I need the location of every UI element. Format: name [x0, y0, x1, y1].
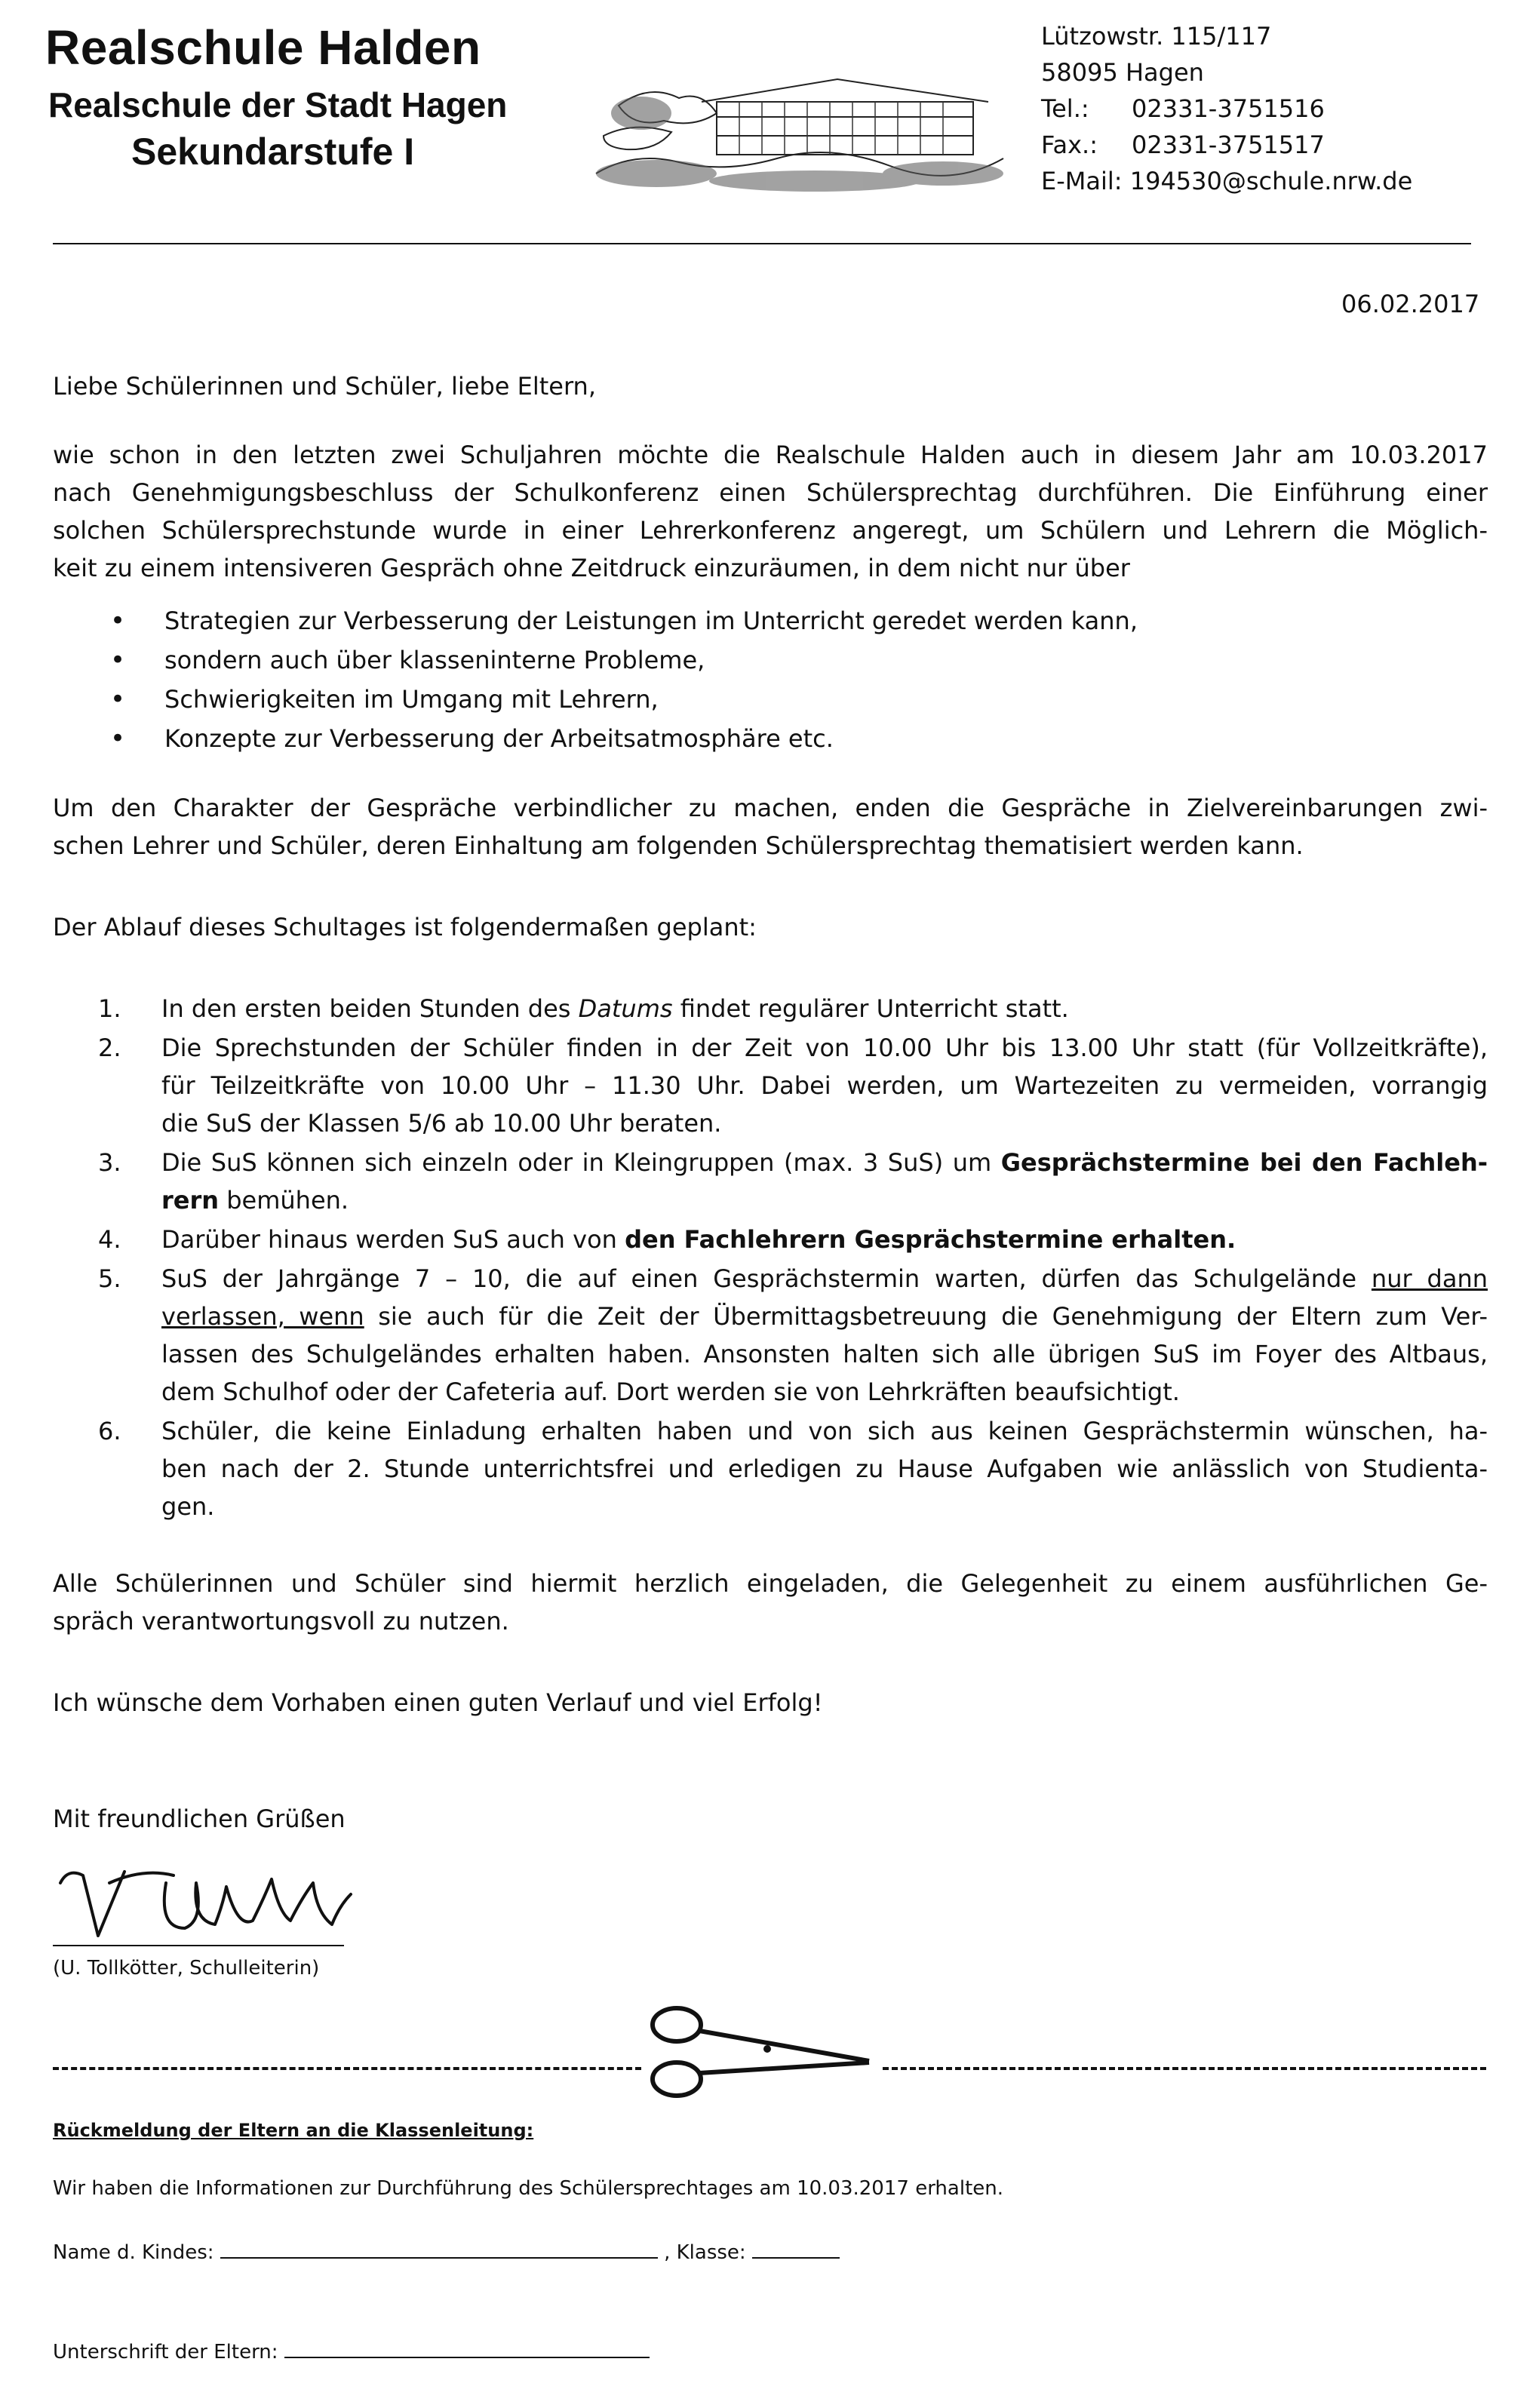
- intro-line: wie schon in den letzten zwei Schuljahren möchte die Realschule Halden auch in diesem Jahr am 10.03.2017: [53, 441, 1488, 469]
- intro-paragraph: [53, 436, 1488, 587]
- item-line: gen.: [161, 1492, 215, 1521]
- character-line: schen Lehrer und Schüler, deren Einhaltung am folgenden Schülersprechtag thematisiert werden kann.: [53, 831, 1304, 860]
- fax-label: Fax.:: [1041, 131, 1098, 159]
- letter-date: 06.02.2017: [1341, 290, 1480, 318]
- schedule-intro: Der Ablauf dieses Schultages ist folgendermaßen geplant:: [53, 913, 757, 941]
- schedule-item-2: [98, 1029, 1488, 1142]
- parent-signature-row: [53, 2337, 650, 2363]
- closing-line: Alle Schülerinnen und Schüler sind hiermit herzlich eingeladen, die Gelegenheit zu einem ausführlichen Ge-: [53, 1569, 1488, 1598]
- item-line: Die Sprechstunden der Schüler finden in der Zeit von 10.00 Uhr bis 13.00 Uhr statt (für Vollzeitkräfte),: [161, 1034, 1488, 1062]
- item-number: 5.: [98, 1264, 121, 1293]
- bullet-item: • Schwierigkeiten im Umgang mit Lehrern,: [106, 680, 1138, 719]
- schedule-item-6: [98, 1412, 1488, 1525]
- scissors-icon: [643, 1995, 892, 2108]
- closing-line: spräch verantwortungsvoll zu nutzen.: [53, 1607, 509, 1636]
- child-name-field[interactable]: [220, 2238, 658, 2259]
- item-bold: den Fachlehrern Gesprächstermine erhalten.: [625, 1225, 1236, 1254]
- item-emphasis: Datums: [578, 994, 673, 1023]
- intro-line: solchen Schülersprechstunde wurde in einer Lehrerkonferenz angeregt, um Schülern und Lehrern die Möglich-: [53, 516, 1488, 545]
- cut-line-left: [53, 2067, 641, 2070]
- fax-value: 02331-3751517: [1132, 131, 1325, 159]
- item-text: SuS der Jahrgänge 7 – 10, die auf einen Gesprächstermin warten, dürfen das Schulgelände: [161, 1264, 1372, 1293]
- schedule-item-5: [98, 1260, 1488, 1411]
- email-line: E-Mail: 194530@schule.nrw.de: [1041, 167, 1413, 195]
- character-paragraph: [53, 789, 1488, 865]
- parent-signature-label: Unterschrift der Eltern:: [53, 2341, 278, 2363]
- item-line: ben nach der 2. Stunde unterrichtsfrei und erledigen zu Hause Aufgaben wie anlässlich von Studienta-: [161, 1454, 1488, 1483]
- address-city: 58095 Hagen: [1041, 58, 1204, 87]
- schedule-list: [98, 990, 1488, 1525]
- item-line: für Teilzeitkräfte von 10.00 Uhr – 11.30 Uhr. Dabei werden, um Wartezeiten zu vermeiden, vorrangig: [161, 1071, 1488, 1100]
- item-line: [161, 990, 1488, 1027]
- fax-line: [1041, 127, 1325, 163]
- item-line: Schüler, die keine Einladung erhalten haben und von sich aus keinen Gesprächstermin wünschen, ha-: [161, 1417, 1488, 1445]
- child-name-label: Name d. Kindes:: [53, 2241, 214, 2264]
- bullet-item: • Konzepte zur Verbesserung der Arbeitsatmosphäre etc.: [106, 719, 1138, 758]
- item-underlined: verlassen, wenn: [161, 1302, 364, 1331]
- schedule-item-3: [98, 1144, 1488, 1219]
- item-text: In den ersten beiden Stunden des: [161, 994, 579, 1023]
- item-line: die SuS der Klassen 5/6 ab 10.00 Uhr beraten.: [161, 1109, 722, 1138]
- item-number: 4.: [98, 1225, 121, 1254]
- item-text: bemühen.: [219, 1186, 349, 1215]
- reply-form-title: Rückmeldung der Eltern an die Klassenleitung:: [53, 2120, 534, 2141]
- item-number: 2.: [98, 1034, 121, 1062]
- item-underlined: nur dann: [1371, 1264, 1488, 1293]
- header-divider: [53, 243, 1471, 244]
- class-label: , Klasse:: [664, 2241, 746, 2264]
- signatory-name: (U. Tollkötter, Schulleiterin): [53, 1957, 320, 1980]
- signature-rule: [53, 1945, 344, 1946]
- class-field[interactable]: [752, 2238, 840, 2259]
- item-line: [161, 1181, 1488, 1219]
- character-line: Um den Charakter der Gespräche verbindlicher zu machen, enden die Gespräche in Zielvereinbarungen zwi-: [53, 794, 1488, 822]
- salutation: Liebe Schülerinnen und Schüler, liebe Eltern,: [53, 372, 596, 401]
- item-line: dem Schulhof oder der Cafeteria auf. Dort werden sie von Lehrkräften beaufsichtigt.: [161, 1378, 1180, 1406]
- parent-signature-field[interactable]: [284, 2337, 650, 2358]
- cut-line-right: [883, 2067, 1486, 2070]
- item-text: sie auch für die Zeit der Übermittagsbetreuung die Genehmigung der Eltern zum Ver-: [364, 1302, 1488, 1331]
- topics-bullet-list: [106, 601, 1138, 758]
- intro-line: nach Genehmigungsbeschluss der Schulkonferenz einen Schülersprechtag durchführen. Die Einführung einer: [53, 478, 1488, 507]
- child-class-row: [53, 2238, 840, 2264]
- schedule-item-1: [98, 990, 1488, 1027]
- item-text: Darüber hinaus werden SuS auch von: [161, 1225, 625, 1254]
- item-line: [161, 1221, 1488, 1258]
- schedule-item-4: [98, 1221, 1488, 1258]
- wish-line: Ich wünsche dem Vorhaben einen guten Verlauf und viel Erfolg!: [53, 1688, 823, 1717]
- item-bold: rern: [161, 1186, 220, 1215]
- greeting: Mit freundlichen Grüßen: [53, 1804, 346, 1833]
- address-street: Lützowstr. 115/117: [1041, 22, 1272, 51]
- school-subtitle-level: Sekundarstufe I: [131, 131, 415, 173]
- item-line: [161, 1144, 1488, 1181]
- closing-paragraph: [53, 1565, 1488, 1640]
- phone-value: 02331-3751516: [1132, 94, 1325, 123]
- item-number: 1.: [98, 994, 121, 1023]
- item-line: lassen des Schulgeländes erhalten haben. Ansonsten halten sich alle übrigen SuS im Foyer des Altbaus,: [161, 1340, 1488, 1368]
- item-number: 6.: [98, 1417, 121, 1445]
- item-bold: Gesprächstermine bei den Fachleh-: [1000, 1148, 1488, 1177]
- item-line: [161, 1298, 1488, 1335]
- item-text: Die SuS können sich einzeln oder in Kleingruppen (max. 3 SuS) um: [161, 1148, 1001, 1177]
- handwritten-signature: [53, 1853, 355, 1943]
- school-name: Realschule Halden: [45, 20, 481, 75]
- intro-line: keit zu einem intensiveren Gespräch ohne Zeitdruck einzuräumen, in dem nicht nur über: [53, 554, 1130, 582]
- school-subtitle-city: Realschule der Stadt Hagen: [48, 85, 508, 124]
- item-line: [161, 1260, 1488, 1298]
- bullet-item: • Strategien zur Verbesserung der Leistungen im Unterricht geredet werden kann,: [106, 601, 1138, 640]
- phone-line: [1041, 91, 1325, 127]
- phone-label: Tel.:: [1041, 94, 1089, 123]
- bullet-item: • sondern auch über klasseninterne Probleme,: [106, 640, 1138, 680]
- school-building-photo: [588, 60, 1011, 204]
- reply-form-statement: Wir haben die Informationen zur Durchführung des Schülersprechtages am 10.03.2017 erhalten.: [53, 2177, 1003, 2200]
- item-number: 3.: [98, 1148, 121, 1177]
- item-text: findet regulärer Unterricht statt.: [672, 994, 1069, 1023]
